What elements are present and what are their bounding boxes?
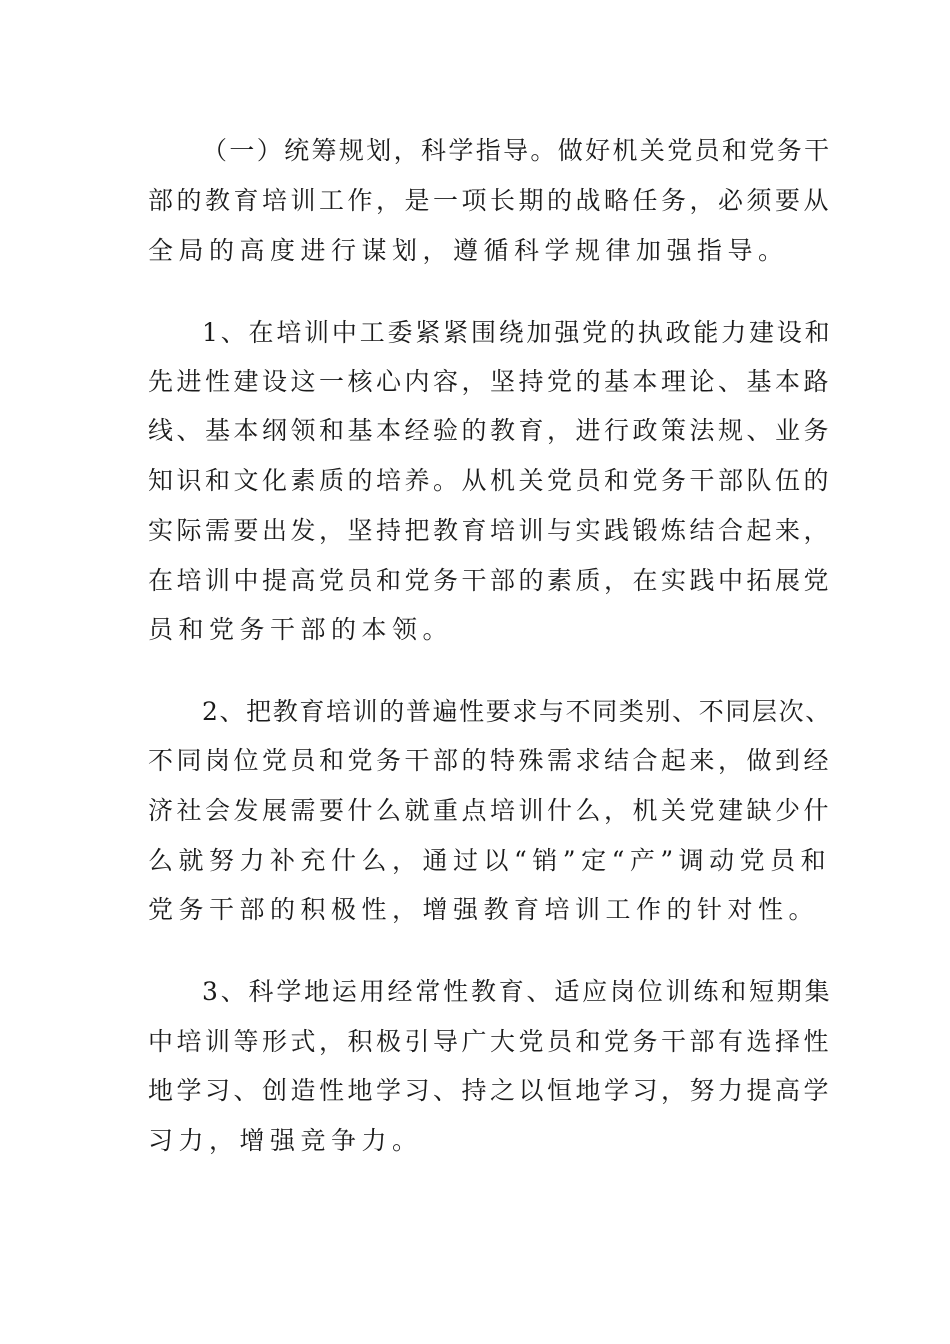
paragraph-1-line-1: （一）统筹规划，科学指导。做好机关党员和党务干 xyxy=(202,136,832,165)
paragraph-1-line-2: 部的教育培训工作，是一项长期的战略任务，必须要从 xyxy=(148,186,833,215)
paragraph-3-line-3: 济社会发展需要什么就重点培训什么，机关党建缺少什 xyxy=(148,796,833,825)
paragraph-2-line-2: 先进性建设这一核心内容，坚持党的基本理论、基本路 xyxy=(148,367,833,396)
paragraph-3-line-1: 2、把教育培训的普遍性要求与不同类别、不同层次、 xyxy=(202,697,832,726)
paragraph-3-line-5: 党务干部的积极性，增强教育培训工作的针对性。 xyxy=(148,895,820,924)
paragraph-2-line-4: 知识和文化素质的培养。从机关党员和党务干部队伍的 xyxy=(148,466,833,495)
paragraph-2-line-1: 1、在培训中工委紧紧围绕加强党的执政能力建设和 xyxy=(202,318,833,347)
paragraph-3-line-2: 不同岗位党员和党务干部的特殊需求结合起来，做到经 xyxy=(148,746,833,775)
paragraph-4-line-1: 3、科学地运用经常性教育、适应岗位训练和短期集 xyxy=(202,977,833,1006)
paragraph-2-line-5: 实际需要出发，坚持把教育培训与实践锻炼结合起来， xyxy=(148,516,833,545)
paragraph-1-line-3: 全局的高度进行谋划，遵循科学规律加强指导。 xyxy=(148,236,789,265)
paragraph-2-line-6: 在培训中提高党员和党务干部的素质，在实践中拓展党 xyxy=(148,566,833,595)
paragraph-2-line-3: 线、基本纲领和基本经验的教育，进行政策法规、业务 xyxy=(148,416,833,445)
paragraph-4-line-4: 习力，增强竞争力。 xyxy=(148,1126,423,1155)
paragraph-4-line-3: 地学习、创造性地学习、持之以恒地学习，努力提高学 xyxy=(148,1076,833,1105)
paragraph-2-line-7: 员和党务干部的本领。 xyxy=(148,615,454,644)
paragraph-4-line-2: 中培训等形式，积极引导广大党员和党务干部有选择性 xyxy=(148,1027,833,1056)
paragraph-3-line-4: 么就努力补充什么，通过以“销”定“产”调动党员和 xyxy=(148,846,832,875)
